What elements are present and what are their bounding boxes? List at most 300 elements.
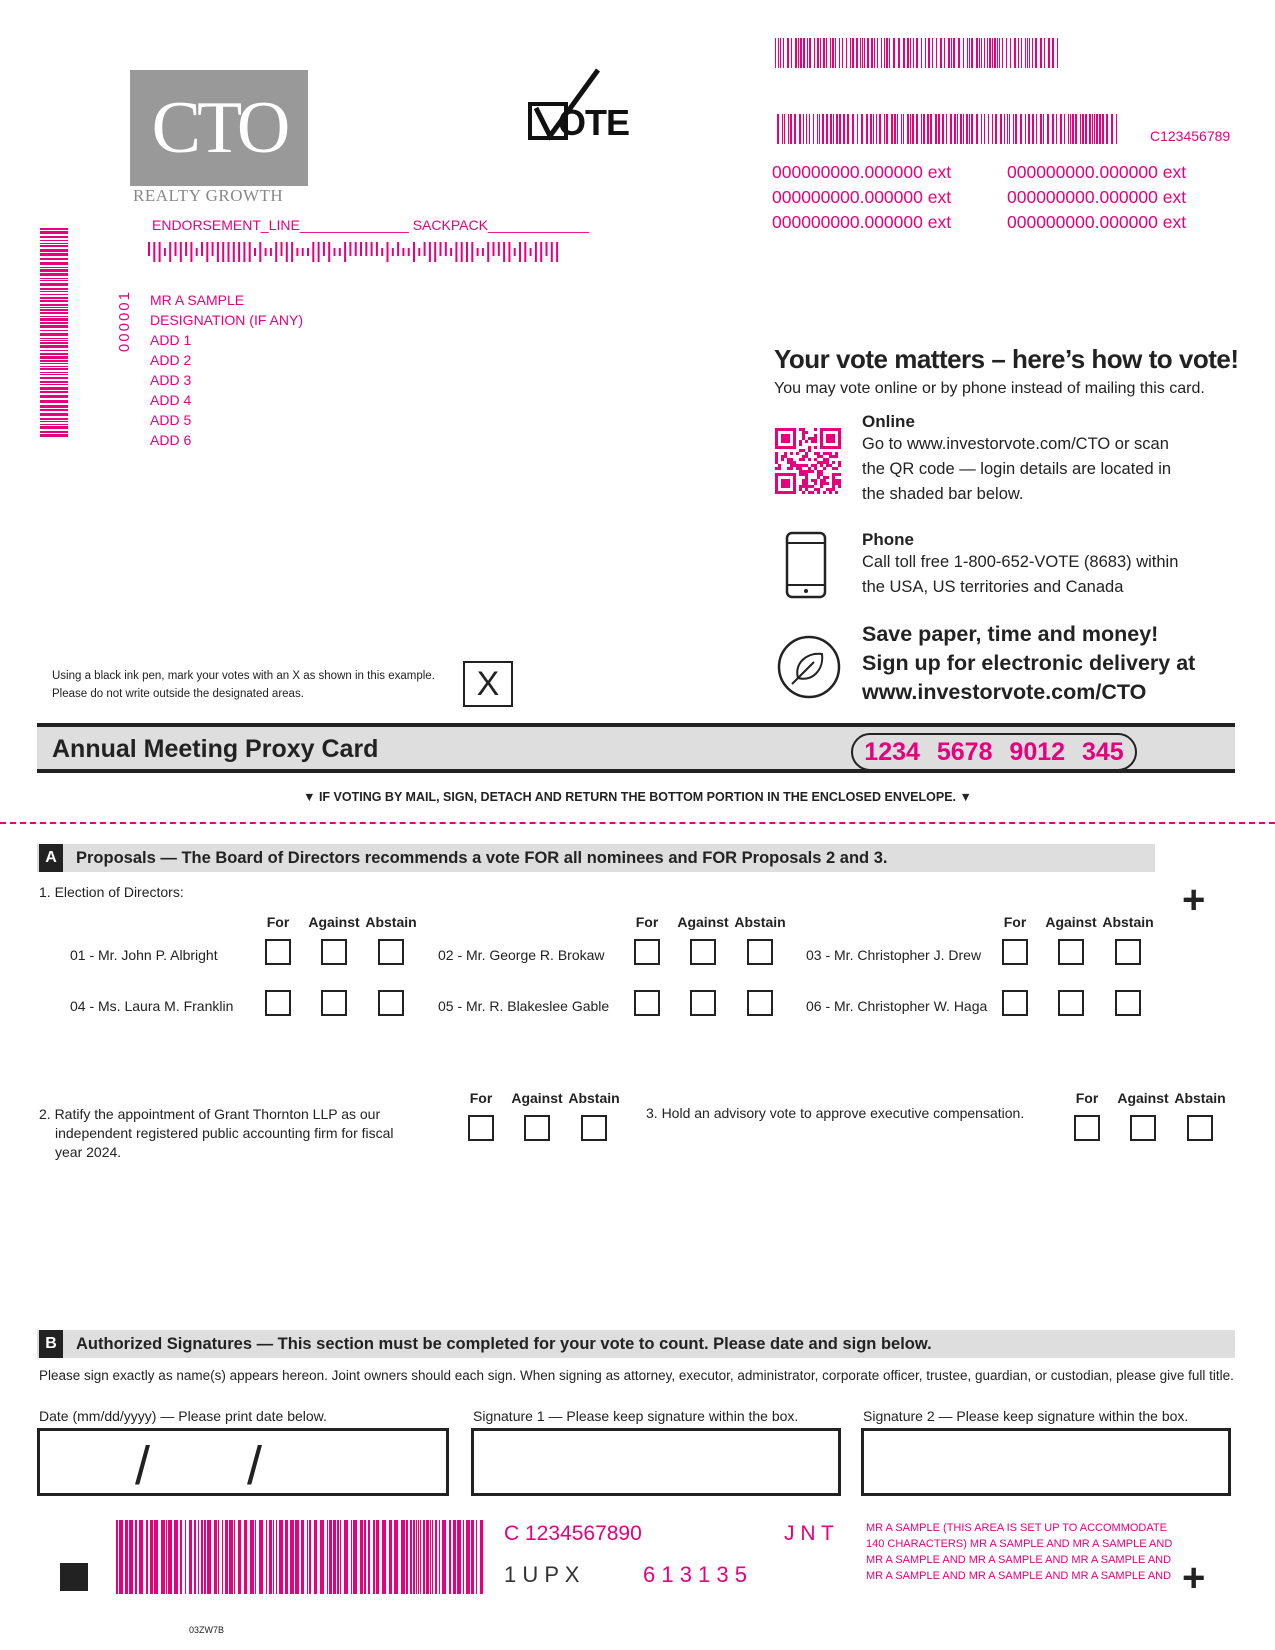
- barcode-bar: [1006, 38, 1007, 68]
- qr-module: [790, 458, 793, 461]
- barcode-bar: [987, 38, 988, 68]
- nominee-01-against-checkbox[interactable]: [321, 939, 347, 965]
- barcode-bar: [394, 1520, 398, 1594]
- qr-module: [814, 464, 817, 467]
- qr-module: [835, 491, 838, 494]
- postal-bar: [524, 242, 526, 262]
- barcode-bar: [874, 38, 875, 68]
- qr-module: [820, 473, 823, 476]
- nominee-03-abstain-checkbox[interactable]: [1115, 939, 1141, 965]
- qr-module: [775, 452, 778, 455]
- barcode-bar: [780, 38, 781, 68]
- qr-module: [799, 470, 802, 473]
- qr-module: [832, 473, 835, 476]
- barcode-bar: [777, 114, 779, 144]
- qr-module: [838, 461, 841, 464]
- nominee-06-abstain-checkbox[interactable]: [1115, 990, 1141, 1016]
- barcode-bar: [794, 114, 796, 144]
- barcode-bar: [923, 114, 925, 144]
- barcode-bar: [866, 114, 868, 144]
- barcode-bar: [1014, 38, 1016, 68]
- qr-module: [808, 485, 811, 488]
- side-bar: [40, 288, 68, 290]
- proposal-2-against-checkbox[interactable]: [524, 1115, 550, 1141]
- qr-module: [814, 437, 817, 440]
- address-line: DESIGNATION (IF ANY): [150, 312, 303, 328]
- barcode-bar: [958, 38, 960, 68]
- qr-module: [838, 464, 841, 467]
- barcode-bar: [847, 114, 849, 144]
- barcode-bar: [852, 114, 854, 144]
- qr-module: [826, 482, 829, 485]
- side-bar: [40, 267, 68, 268]
- top-code: C123456789: [1150, 128, 1231, 144]
- side-bar: [40, 273, 68, 276]
- barcode-bar: [194, 1520, 196, 1594]
- nominee-06-against-checkbox[interactable]: [1058, 990, 1084, 1016]
- postal-bar: [212, 242, 214, 256]
- side-bar: [40, 424, 68, 425]
- barcode-bar: [418, 1520, 419, 1594]
- postal-bar: [169, 242, 171, 262]
- side-bar: [40, 391, 68, 393]
- barcode-bar: [817, 38, 819, 68]
- online-title: Online: [862, 412, 915, 431]
- proposal-3-text: 3. Hold an advisory vote to approve executive compensation.: [646, 1105, 1025, 1121]
- barcode-bar: [259, 1520, 263, 1594]
- qr-module: [817, 455, 820, 458]
- barcode-bar: [839, 114, 841, 144]
- barcode-bar: [1070, 114, 1071, 144]
- barcode-bar: [953, 38, 955, 68]
- ext-line: 000000000.000000 ext: [1007, 187, 1187, 207]
- qr-module: [787, 458, 790, 461]
- qr-module: [802, 470, 805, 473]
- barcode-bar: [333, 1520, 336, 1594]
- qr-module: [808, 437, 811, 440]
- qr-module: [835, 473, 838, 476]
- barcode-bar: [1068, 114, 1069, 144]
- barcode-bar: [389, 1520, 392, 1594]
- barcode-bar: [884, 114, 885, 144]
- barcode-bar: [994, 38, 996, 68]
- postal-bar: [307, 248, 309, 256]
- barcode-bar: [913, 38, 914, 68]
- barcode-bar: [886, 38, 888, 68]
- qr-module: [835, 479, 838, 482]
- barcode-bar: [775, 38, 776, 68]
- nominee-05-for-checkbox[interactable]: [634, 990, 660, 1016]
- qr-module: [820, 485, 823, 488]
- barcode-bar: [979, 38, 980, 68]
- barcode-bar: [337, 1520, 339, 1594]
- qr-module: [811, 479, 814, 482]
- barcode-bar: [871, 38, 873, 68]
- barcode-bar: [989, 38, 991, 68]
- side-bar: [40, 322, 68, 324]
- section-b-title: Authorized Signatures — This section must be completed for your vote to count. Please date and sign below.: [76, 1335, 932, 1353]
- online-line[interactable]: Go to www.investorvote.com/CTO or scan: [862, 435, 1169, 453]
- barcode-bar: [279, 1520, 283, 1594]
- barcode-bar: [351, 1520, 352, 1594]
- qr-module: [823, 461, 826, 464]
- barcode-bar: [1020, 114, 1022, 144]
- postal-bar: [281, 242, 283, 256]
- qr-module: [775, 461, 778, 464]
- side-bar: [40, 413, 68, 416]
- proposal-3-abstain-checkbox[interactable]: [1187, 1115, 1213, 1141]
- header-against: Against: [511, 1090, 563, 1106]
- postal-bar: [190, 242, 192, 262]
- qr-module: [811, 440, 814, 443]
- proposal-3-against-checkbox[interactable]: [1130, 1115, 1156, 1141]
- barcode-bar: [327, 1520, 328, 1594]
- barcode-bar: [856, 38, 858, 68]
- qr-module: [814, 482, 817, 485]
- qr-code-icon[interactable]: [775, 428, 841, 494]
- qr-module: [805, 431, 808, 434]
- phone-line: Call toll free 1-800-652-VOTE (8683) within: [862, 553, 1179, 571]
- qr-module: [820, 479, 823, 482]
- instruction-line: Using a black ink pen, mark your votes with an X as shown in this example.: [52, 670, 435, 682]
- header-for: For: [469, 1090, 493, 1106]
- qr-module: [802, 464, 805, 467]
- postal-bar: [498, 242, 500, 256]
- qr-module: [820, 461, 823, 464]
- nominee-02-for-checkbox[interactable]: [634, 939, 660, 965]
- qr-module: [775, 455, 778, 458]
- qr-module: [802, 473, 805, 476]
- side-bar: [40, 318, 68, 321]
- top-barcode-1: [775, 38, 1061, 68]
- barcode-bar: [1080, 114, 1081, 144]
- qr-module: [805, 485, 808, 488]
- qr-module: [799, 443, 802, 446]
- qr-module: [790, 464, 793, 467]
- barcode-bar: [276, 1520, 277, 1594]
- election-label: 1. Election of Directors:: [39, 884, 184, 900]
- nominee-label: 04 - Ms. Laura M. Franklin: [70, 998, 234, 1014]
- footer-c-code: C 1234567890: [504, 1522, 642, 1545]
- side-bar: [40, 325, 68, 328]
- side-bar: [40, 309, 68, 311]
- barcode-bar: [877, 38, 878, 68]
- postal-bar: [455, 242, 457, 262]
- barcode-bar: [836, 114, 838, 144]
- postal-bar: [466, 242, 468, 262]
- section-a-letter: A: [39, 844, 63, 872]
- nominee-05-abstain-checkbox[interactable]: [747, 990, 773, 1016]
- sample-line: MR A SAMPLE AND MR A SAMPLE AND MR A SAMPLE AND: [866, 1554, 1172, 1566]
- barcode-bar: [382, 1520, 386, 1594]
- postal-bar: [461, 242, 463, 262]
- qr-module: [826, 476, 829, 479]
- barcode-bar: [938, 114, 940, 144]
- qr-module: [832, 467, 835, 470]
- side-bar: [40, 372, 68, 373]
- barcode-bar: [290, 1520, 294, 1594]
- ext-column-left: [772, 160, 951, 235]
- barcode-bar: [1043, 114, 1044, 144]
- qr-module: [796, 464, 799, 467]
- qr-module: [823, 458, 826, 461]
- nominee-04-for-checkbox[interactable]: [265, 990, 291, 1016]
- barcode-bar: [997, 38, 998, 68]
- barcode-bar: [185, 1520, 186, 1594]
- header-against: Against: [1045, 914, 1097, 930]
- barcode-bar: [935, 114, 937, 144]
- side-bar: [40, 409, 68, 411]
- footer-upx: 1 U P X: [504, 1562, 580, 1587]
- nominee-03-against-checkbox[interactable]: [1058, 939, 1084, 965]
- nominee-06-for-checkbox[interactable]: [1002, 990, 1028, 1016]
- barcode-bar: [463, 1520, 464, 1594]
- postal-bar: [344, 242, 346, 262]
- barcode-bar: [966, 114, 968, 144]
- qr-module: [799, 449, 802, 452]
- proposal-line: independent registered public accounting firm for fiscal: [55, 1125, 394, 1141]
- date-label: Date (mm/dd/yyyy) — Please print date below.: [39, 1408, 327, 1424]
- qr-finder: [781, 434, 790, 443]
- ext-line: 000000000.000000 ext: [1007, 212, 1187, 232]
- side-bar: [40, 297, 68, 299]
- barcode-bar: [1035, 38, 1037, 68]
- howto-subtitle: You may vote online or by phone instead of mailing this card.: [774, 380, 1205, 397]
- side-bar: [40, 291, 68, 292]
- barcode-bar: [201, 1520, 203, 1594]
- qr-module: [829, 455, 832, 458]
- barcode-bar: [180, 1520, 182, 1594]
- barcode-bar: [783, 38, 784, 68]
- barcode-bar: [893, 38, 895, 68]
- nominee-04-abstain-checkbox[interactable]: [378, 990, 404, 1016]
- address-line: ADD 4: [150, 392, 192, 408]
- barcode-bar: [862, 38, 863, 68]
- barcode-bar: [948, 38, 950, 68]
- barcode-bar: [823, 38, 825, 68]
- barcode-bar: [476, 1520, 477, 1594]
- qr-module: [832, 479, 835, 482]
- barcode-bar: [879, 114, 881, 144]
- header-for: For: [266, 914, 290, 930]
- nominee-02-against-checkbox[interactable]: [690, 939, 716, 965]
- barcode-bar: [266, 1520, 267, 1594]
- barcode-bar: [430, 1520, 431, 1594]
- qr-module: [790, 467, 793, 470]
- barcode-bar: [814, 38, 815, 68]
- barcode-bar: [1085, 114, 1087, 144]
- postal-bar: [514, 248, 516, 256]
- qr-module: [784, 452, 787, 455]
- barcode-bar: [889, 38, 890, 68]
- ext-line: 000000000.000000 ext: [772, 187, 952, 207]
- barcode-bar: [329, 1520, 332, 1594]
- detach-instruction: ▼ IF VOTING BY MAIL, SIGN, DETACH AND RETURN THE BOTTOM PORTION IN THE ENCLOSED ENVELOPE. ▼: [303, 790, 972, 804]
- nominee-02-abstain-checkbox[interactable]: [747, 939, 773, 965]
- qr-module: [799, 488, 802, 491]
- barcode-bar: [843, 114, 845, 144]
- side-bar: [40, 342, 68, 344]
- barcode-bar: [1036, 114, 1037, 144]
- barcode-bar: [229, 1520, 233, 1594]
- footer-jnt: J N T: [784, 1522, 834, 1545]
- barcode-bar: [1044, 38, 1045, 68]
- qr-module: [808, 449, 811, 452]
- qr-module: [802, 479, 805, 482]
- nominee-04-against-checkbox[interactable]: [321, 990, 347, 1016]
- barcode-bar: [950, 114, 952, 144]
- barcode-bar: [406, 1520, 408, 1594]
- barcode-bar: [954, 114, 956, 144]
- header-against: Against: [308, 914, 360, 930]
- barcode-bar: [930, 114, 932, 144]
- qr-module: [799, 485, 802, 488]
- barcode-bar: [344, 1520, 348, 1594]
- header-for: For: [1003, 914, 1027, 930]
- postal-bar: [487, 242, 489, 262]
- barcode-bar: [373, 1520, 375, 1594]
- barcode-bar: [1029, 38, 1030, 68]
- postal-bar: [323, 242, 325, 256]
- side-bar: [40, 240, 68, 241]
- header-abstain: Abstain: [1102, 914, 1154, 930]
- qr-module: [808, 470, 811, 473]
- barcode-bar: [250, 1520, 254, 1594]
- barcode-bar: [921, 38, 922, 68]
- nominee-01-abstain-checkbox[interactable]: [378, 939, 404, 965]
- barcode-bar: [457, 1520, 461, 1594]
- barcode-bar: [927, 114, 929, 144]
- date-input[interactable]: [37, 1428, 449, 1496]
- phone-icon: [785, 531, 827, 599]
- side-bar: [40, 381, 68, 383]
- barcode-bar: [125, 1520, 128, 1594]
- postal-bar: [381, 248, 383, 256]
- barcode-bar: [1060, 114, 1062, 144]
- barcode-bar: [413, 1520, 415, 1594]
- leaf-icon: [776, 634, 842, 700]
- postal-bar: [365, 242, 367, 256]
- sample-line: 140 CHARACTERS) MR A SAMPLE AND MR A SAMPLE AND: [866, 1538, 1173, 1550]
- nominee-01-for-checkbox[interactable]: [265, 939, 291, 965]
- postal-bar: [493, 242, 495, 256]
- barcode-bar: [833, 114, 834, 144]
- barcode-bar: [850, 38, 851, 68]
- barcode-bar: [116, 1520, 118, 1594]
- qr-module: [802, 434, 805, 437]
- barcode-bar: [273, 1520, 274, 1594]
- paper-line[interactable]: www.investorvote.com/CTO: [862, 680, 1147, 704]
- side-bar: [40, 353, 68, 355]
- barcode-bar: [161, 1520, 165, 1594]
- proposal-3-for-checkbox[interactable]: [1074, 1115, 1100, 1141]
- barcode-bar: [1004, 114, 1005, 144]
- barcode-bar: [320, 1520, 324, 1594]
- barcode-bar: [198, 1520, 199, 1594]
- qr-module: [823, 476, 826, 479]
- postal-bar: [418, 248, 420, 256]
- side-bar: [40, 330, 68, 331]
- barcode-bar: [803, 38, 805, 68]
- postal-bar: [546, 242, 548, 256]
- qr-module: [832, 455, 835, 458]
- proposal-2-for-checkbox[interactable]: [468, 1115, 494, 1141]
- postal-bar: [503, 242, 505, 262]
- barcode-bar: [471, 1520, 474, 1594]
- qr-module: [838, 485, 841, 488]
- phone-title: Phone: [862, 530, 914, 549]
- barcode-bar: [285, 1520, 288, 1594]
- qr-module: [799, 428, 802, 431]
- qr-module: [817, 452, 820, 455]
- barcode-bar: [910, 114, 911, 144]
- qr-module: [811, 437, 814, 440]
- postal-bar: [243, 242, 245, 262]
- qr-module: [811, 464, 814, 467]
- signature-1-input[interactable]: [471, 1428, 841, 1496]
- side-bar: [40, 400, 68, 403]
- address-line: MR A SAMPLE: [150, 292, 245, 308]
- postal-bar: [238, 242, 240, 262]
- side-bar: [40, 395, 68, 398]
- postal-bar: [429, 242, 431, 262]
- qr-module: [796, 467, 799, 470]
- qr-module: [832, 485, 835, 488]
- qr-module: [829, 452, 832, 455]
- ext-line: 000000000.000000 ext: [772, 162, 952, 182]
- section-a-title: Proposals — The Board of Directors recommends a vote FOR all nominees and FOR Proposals 2 and 3.: [76, 849, 888, 867]
- barcode-bar: [301, 1520, 304, 1594]
- barcode-bar: [819, 114, 820, 144]
- barcode-bar: [416, 1520, 417, 1594]
- barcode-bar: [916, 38, 918, 68]
- qr-module: [805, 464, 808, 467]
- nominee-05-against-checkbox[interactable]: [690, 990, 716, 1016]
- barcode-bar: [846, 38, 847, 68]
- qr-module: [817, 488, 820, 491]
- barcode-bar: [1010, 38, 1011, 68]
- side-bar: [40, 307, 68, 308]
- barcode-bar: [432, 1520, 433, 1594]
- barcode-bar: [1057, 38, 1058, 68]
- signature-2-input[interactable]: [861, 1428, 1231, 1496]
- barcode-bar: [798, 38, 799, 68]
- postal-bar: [217, 242, 219, 262]
- qr-module: [790, 461, 793, 464]
- qr-module: [793, 461, 796, 464]
- qr-module: [787, 467, 790, 470]
- side-bar: [40, 228, 68, 230]
- nominee-03-for-checkbox[interactable]: [1002, 939, 1028, 965]
- postal-bar: [556, 242, 558, 262]
- barcode-bar: [806, 114, 807, 144]
- side-bar: [40, 431, 68, 433]
- barcode-bar: [225, 1520, 228, 1594]
- side-bar: [40, 340, 68, 341]
- address-line: ADD 6: [150, 432, 192, 448]
- barcode-bar: [150, 1520, 153, 1594]
- barcode-bar: [830, 114, 832, 144]
- qr-module: [802, 449, 805, 452]
- postal-barcode: [148, 242, 568, 262]
- qr-module: [829, 491, 832, 494]
- ext-line: 000000000.000000 ext: [1007, 162, 1187, 182]
- proposal-2-abstain-checkbox[interactable]: [581, 1115, 607, 1141]
- side-bar: [40, 249, 68, 252]
- barcode-bar: [1002, 38, 1003, 68]
- barcode-bar: [1032, 38, 1033, 68]
- qr-module: [799, 473, 802, 476]
